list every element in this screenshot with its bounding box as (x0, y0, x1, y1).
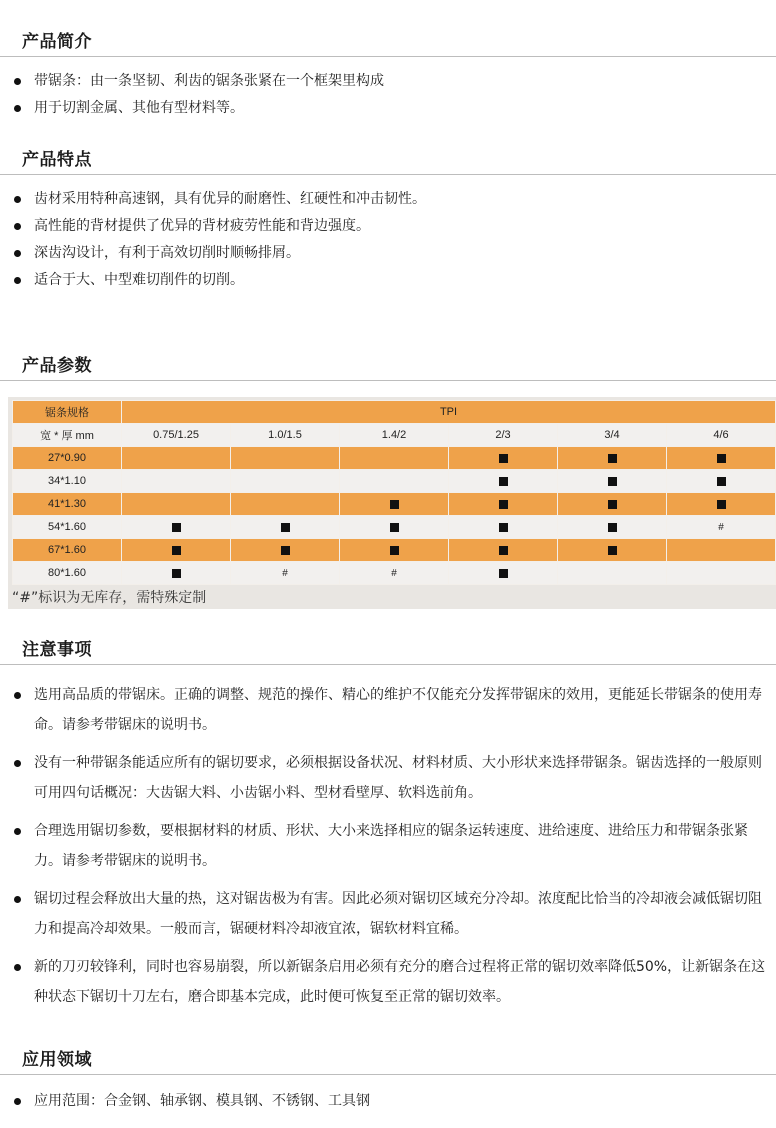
bullet-icon (14, 760, 21, 767)
table-cell (231, 562, 340, 585)
table-cell (122, 447, 231, 470)
section-intro-title: 产品简介 (22, 32, 92, 52)
bullet-icon (14, 896, 21, 903)
section-application-header (0, 1036, 776, 1075)
table-cell (340, 470, 449, 493)
column-header: 0.75/1.25 (122, 424, 231, 447)
list-item: 应用范围：合金钢、轴承钢、模具钢、不锈钢、工具钢 (0, 1088, 776, 1115)
list-item: 没有一种带锯条能适应所有的锯切要求，必须根据设备状况、材料材质、大小形状来选择带锯条。锯齿选择的一般原则可用四句话概况：大齿锯大料、小齿锯小料、型材看壁厚、软料选前角。 (0, 748, 776, 808)
in-stock-square-icon (717, 477, 726, 486)
in-stock-square-icon (172, 569, 181, 578)
in-stock-square-icon (608, 523, 617, 532)
in-stock-square-icon (608, 454, 617, 463)
corner-label: 锯条规格 (13, 401, 122, 424)
column-header: 3/4 (558, 424, 667, 447)
table-cell (449, 470, 558, 493)
section-notes-header (0, 626, 776, 665)
bullet-icon (14, 250, 21, 257)
in-stock-square-icon (608, 500, 617, 509)
table-row (13, 516, 776, 539)
table-row (13, 562, 776, 585)
section-notes-title: 注意事项 (22, 640, 92, 660)
in-stock-square-icon (717, 454, 726, 463)
table-cell (558, 562, 667, 585)
bullet-icon (14, 196, 21, 203)
section-params-title: 产品参数 (22, 356, 92, 376)
table-cell (558, 493, 667, 516)
bullet-icon (14, 223, 21, 230)
table-column-row (13, 424, 776, 447)
table-cell (449, 539, 558, 562)
section-application-title: 应用领域 (22, 1050, 92, 1070)
table-cell (340, 539, 449, 562)
section-intro-header (0, 18, 776, 57)
list-item: 适合于大、中型难切削件的切削。 (0, 267, 776, 294)
table-row (13, 493, 776, 516)
in-stock-square-icon (608, 477, 617, 486)
in-stock-square-icon (499, 454, 508, 463)
bullet-icon (14, 277, 21, 284)
table-cell (122, 562, 231, 585)
bullet-icon (14, 1098, 21, 1105)
bullet-icon (14, 105, 21, 112)
table-cell (340, 447, 449, 470)
table-cell (667, 539, 776, 562)
table-cell (122, 493, 231, 516)
in-stock-square-icon (717, 500, 726, 509)
column-header: 4/6 (667, 424, 776, 447)
in-stock-square-icon (499, 477, 508, 486)
table-cell (667, 493, 776, 516)
table-cell (558, 516, 667, 539)
in-stock-square-icon (499, 569, 508, 578)
custom-order-mark: # (282, 568, 288, 579)
section-features-header (0, 136, 776, 175)
table-cell (231, 516, 340, 539)
custom-order-mark: # (718, 522, 724, 533)
column-header: 1.0/1.5 (231, 424, 340, 447)
spec-table-panel (8, 397, 776, 609)
list-item: 锯切过程会释放出大量的热，这对锯齿极为有害。因此必须对锯切区域充分冷却。浓度配比恰当的冷却液会减低锯切阻力和提高冷却效果。一般而言，锯硬材料冷却液宜浓，锯软材料宜稀。 (0, 884, 776, 944)
row-size-label: 34*1.10 (13, 470, 122, 493)
intro-list (0, 68, 776, 122)
table-cell (667, 447, 776, 470)
table-cell (340, 493, 449, 516)
in-stock-square-icon (172, 523, 181, 532)
list-item: 深齿沟设计，有利于高效切削时顺畅排屑。 (0, 240, 776, 267)
row-size-label: 67*1.60 (13, 539, 122, 562)
table-cell (231, 493, 340, 516)
bullet-icon (14, 78, 21, 85)
column-header: 2/3 (449, 424, 558, 447)
list-item: 带锯条：由一条坚韧、利齿的锯条张紧在一个框架里构成 (0, 68, 776, 95)
table-cell (122, 470, 231, 493)
table-cell (449, 562, 558, 585)
in-stock-square-icon (390, 546, 399, 555)
table-row (13, 539, 776, 562)
in-stock-square-icon (281, 546, 290, 555)
in-stock-square-icon (281, 523, 290, 532)
list-item: 新的刀刃较锋利，同时也容易崩裂，所以新锯条启用必须有充分的磨合过程将正常的锯切效率降低50%，让新锯条在这种状态下锯切十刀左右，磨合即基本完成，此时便可恢复至正常的锯切效率。 (0, 952, 776, 1012)
table-cell (340, 516, 449, 539)
table-cell (558, 447, 667, 470)
table-cell (449, 516, 558, 539)
notes-list (0, 680, 776, 1020)
table-header-row (13, 401, 776, 424)
in-stock-square-icon (172, 546, 181, 555)
list-item: 高性能的背材提供了优异的背材疲劳性能和背边强度。 (0, 213, 776, 240)
table-cell (122, 539, 231, 562)
stock-note: “#”标识为无库存，需特殊定制 (12, 590, 207, 606)
bullet-icon (14, 964, 21, 971)
row-size-label: 41*1.30 (13, 493, 122, 516)
table-cell (122, 516, 231, 539)
in-stock-square-icon (390, 523, 399, 532)
features-list (0, 186, 776, 294)
application-list (0, 1088, 776, 1115)
row-size-label: 80*1.60 (13, 562, 122, 585)
tpi-group-label: TPI (122, 401, 776, 424)
spec-table-body (13, 447, 776, 585)
in-stock-square-icon (390, 500, 399, 509)
column-header: 1.4/2 (340, 424, 449, 447)
list-item: 齿材采用特种高速钢，具有优异的耐磨性、红硬性和冲击韧性。 (0, 186, 776, 213)
in-stock-square-icon (499, 523, 508, 532)
row-size-label: 54*1.60 (13, 516, 122, 539)
in-stock-square-icon (608, 546, 617, 555)
table-row (13, 447, 776, 470)
section-features-title: 产品特点 (22, 150, 92, 170)
table-cell (667, 516, 776, 539)
spec-table (12, 400, 776, 585)
table-cell (667, 470, 776, 493)
list-item: 合理选用锯切参数，要根据材料的材质、形状、大小来选择相应的锯条运转速度、进给速度、进给压力和带锯条张紧力。请参考带锯床的说明书。 (0, 816, 776, 876)
table-row (13, 470, 776, 493)
bullet-icon (14, 828, 21, 835)
table-cell (558, 539, 667, 562)
row-size-label: 27*0.90 (13, 447, 122, 470)
table-cell (340, 562, 449, 585)
section-params-header (0, 342, 776, 381)
bullet-icon (14, 692, 21, 699)
in-stock-square-icon (499, 546, 508, 555)
table-cell (231, 539, 340, 562)
table-cell (558, 470, 667, 493)
in-stock-square-icon (499, 500, 508, 509)
size-label: 宽 * 厚 mm (13, 424, 122, 447)
table-cell (449, 493, 558, 516)
table-cell (231, 470, 340, 493)
custom-order-mark: # (391, 568, 397, 579)
table-cell (667, 562, 776, 585)
table-cell (231, 447, 340, 470)
list-item: 用于切割金属、其他有型材料等。 (0, 95, 776, 122)
list-item: 选用高品质的带锯床。正确的调整、规范的操作、精心的维护不仅能充分发挥带锯床的效用，更能延长带锯条的使用寿命。请参考带锯床的说明书。 (0, 680, 776, 740)
table-cell (449, 447, 558, 470)
